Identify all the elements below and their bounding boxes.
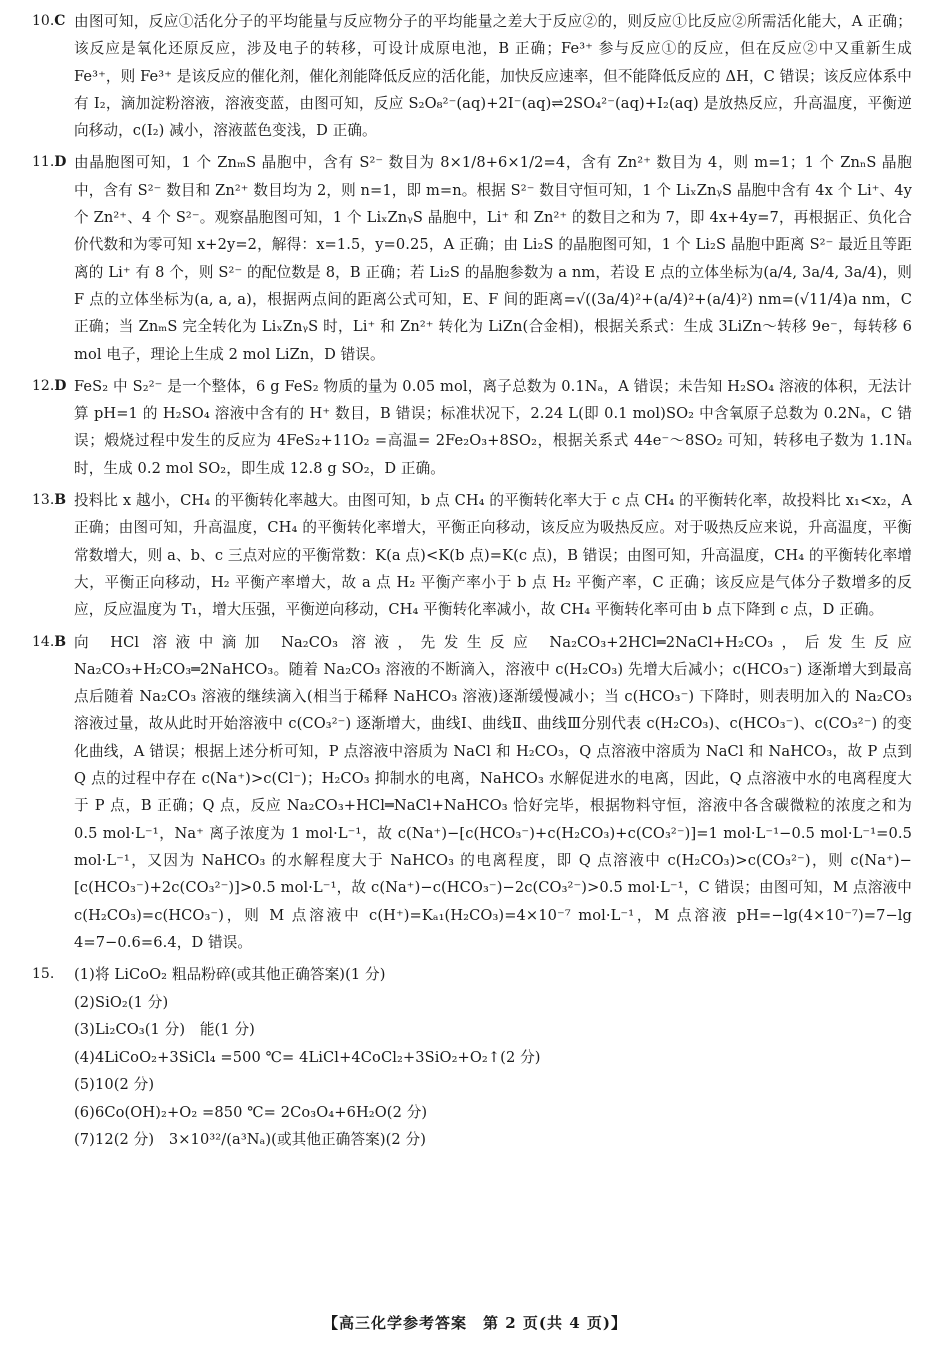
sub-answer-1: (1)将 LiCoO₂ 粗品粉碎(或其他正确答案)(1 分) — [74, 966, 386, 984]
question-15 — [32, 961, 912, 1154]
answer-letter: D — [54, 154, 67, 171]
answer-letter: B — [54, 633, 67, 650]
answer-letter: D — [54, 377, 67, 394]
question-12 — [32, 373, 912, 482]
explanation-text: FeS₂ 中 S₂²⁻ 是一个整体，6 g FeS₂ 物质的量为 0.05 mol，离子总数为 0.1Nₐ，A 错误；未告知 H₂SO₄ 溶液的体积，无法计算 pH=1 的 H₂SO₄ 溶液中含有的 H⁺ 数目，B 错误；标准状况下，2.24 L(即 0.1 mol)SO₂ 中含氧原子总数为 0.2Nₐ，C 错误；煅烧过程中发生的反应为 4FeS₂+11O₂ =高温= 2Fe₂O₃+8SO₂，根据关系式 44e⁻～8SO₂ 可知，转移电子数为 1.1Nₐ 时，生成 0.2 mol SO₂，即生成 12.8 g SO₂，D 正确。 — [74, 377, 912, 477]
explanation-text: 由晶胞图可知，1 个 ZnₘS 晶胞中，含有 S²⁻ 数目为 8×1/8+6×1/2=4，含有 Zn²⁺ 数目为 4，则 m=1；1 个 ZnₙS 晶胞中，含有 S²⁻ 数目和 Zn²⁺ 数目均为 2，则 n=1，即 m=n。根据 S²⁻ 数目守恒可知，1 个 LiₓZnᵧS 晶胞中含有 4x 个 Li⁺、4y 个 Zn²⁺、4 个 S²⁻。观察晶胞图可知，1 个 LiₓZnᵧS 晶胞中，Li⁺ 和 Zn²⁺ 的数目之和为 7，即 4x+4y=7，再根据正、负化合价代数和为零可知 x+2y=2，解得：x=1.5，y=0.25，A 正确；由 Li₂S 的晶胞图可知，1 个 Li₂S 晶胞中距离 S²⁻ 最近且等距离的 Li⁺ 有 8 个，则 S²⁻ 的配位数是 8，B 正确；若 Li₂S 的晶胞参数为 a nm，若设 E 点的立体坐标为(a/4, 3a/4, 3a/4)，则 F 点的立体坐标为(a, a, a)，根据两点间的距离公式可知，E、F 间的距离=√((3a/4)²+(a/4)²+(a/4)²) nm=(√11/4)a nm，C 正确；当 ZnₘS 完全转化为 LiₓZnᵧS 时，Li⁺ 和 Zn²⁺ 转化为 LiZn(合金相)，根据关系式：生成 3LiZn～转移 9e⁻，每转移 6 mol 电子，理论上生成 2 mol LiZn，D 错误。 — [74, 154, 912, 363]
question-number: 10.C — [32, 13, 66, 29]
explanation-text: 由图可知，反应①活化分子的平均能量与反应物分子的平均能量之差大于反应②的，则反应①比反应②所需活化能大，A 正确；该反应是氧化还原反应，涉及电子的转移，可设计成原电池，B 正确；Fe³⁺ 参与反应①的反应，但在反应②中又重新生成 Fe³⁺，则 Fe³⁺ 是该反应的催化剂，催化剂能降低反应的活化能，加快反应速率，但不能降低反应的 ΔH，C 错误；该反应体系中有 I₂，滴加淀粉溶液，溶液变蓝，由图可知，反应 S₂O₈²⁻(aq)+2I⁻(aq)⇌2SO₄²⁻(aq)+I₂(aq) 是放热反应，升高温度，平衡逆向移动，c(I₂) 减小，溶液蓝色变浅，D 正确。 — [74, 13, 912, 140]
question-number: 11.D — [32, 154, 67, 171]
page-footer: 【高三化学参考答案 第 2 页(共 4 页)】 — [323, 1314, 627, 1332]
question-number: 15. — [32, 966, 55, 983]
question-10 — [32, 8, 912, 144]
sub-answer-5: (5)10(2 分) — [74, 1076, 155, 1094]
sub-answers — [74, 961, 912, 1154]
answer-letter: B — [54, 492, 67, 509]
sub-answer-4: (4)4LiCoO₂+3SiCl₄ =500 ℃= 4LiCl+4CoCl₂+3SiO₂+O₂↑(2 分) — [74, 1048, 541, 1066]
question-14 — [32, 629, 912, 957]
answer-page — [32, 8, 912, 1159]
sub-answer-7: (7)12(2 分) 3×10³²/(a³Nₐ)(或其他正确答案)(2 分) — [74, 1131, 427, 1149]
sub-answer-6: (6)6Co(OH)₂+O₂ =850 ℃= 2Co₃O₄+6H₂O(2 分) — [74, 1103, 428, 1121]
question-number: 12.D — [32, 377, 67, 394]
explanation-text: 向 HCl 溶液中滴加 Na₂CO₃ 溶液，先发生反应 Na₂CO₃+2HCl═2NaCl+H₂CO₃，后发生反应 Na₂CO₃+H₂CO₃═2NaHCO₃。随着 Na₂CO₃ 溶液的不断滴入，溶液中 c(H₂CO₃) 先增大后减小；c(HCO₃⁻) 逐渐增大到最高点后随着 Na₂CO₃ 溶液的继续滴入(相当于稀释 NaHCO₃ 溶液)逐渐缓慢减小；当 c(HCO₃⁻) 下降时，则表明加入的 Na₂CO₃ 溶液过量，故从此时开始溶液中 c(CO₃²⁻) 逐渐增大，曲线Ⅰ、曲线Ⅱ、曲线Ⅲ分别代表 c(H₂CO₃)、c(HCO₃⁻)、c(CO₃²⁻) 的变化曲线，A 错误；根据上述分析可知，P 点溶液中溶质为 NaCl 和 H₂CO₃，Q 点溶液中溶质为 NaCl 和 NaHCO₃，故 P 点到 Q 点的过程中存在 c(Na⁺)>c(Cl⁻)；H₂CO₃ 抑制水的电离，NaHCO₃ 水解促进水的电离，因此，Q 点溶液中水的电离程度大于 P 点，B 正确；Q 点，反应 Na₂CO₃+HCl═NaCl+NaHCO₃ 恰好完毕，根据物料守恒，溶液中各含碳微粒的浓度之和为 0.5 mol·L⁻¹，Na⁺ 离子浓度为 1 mol·L⁻¹，故 c(Na⁺)−[c(HCO₃⁻)+c(H₂CO₃)+c(CO₃²⁻)]=1 mol·L⁻¹−0.5 mol·L⁻¹=0.5 mol·L⁻¹，又因为 NaHCO₃ 的水解程度大于 NaHCO₃ 的电离程度，即 Q 点溶液中 c(H₂CO₃)>c(CO₃²⁻)，则 c(Na⁺)−[c(HCO₃⁻)+2c(CO₃²⁻)]>0.5 mol·L⁻¹，故 c(Na⁺)−c(HCO₃⁻)−2c(CO₃²⁻)>0.5 mol·L⁻¹，C 错误；由图可知，M 点溶液中 c(H₂CO₃)=c(HCO₃⁻)，则 M 点溶液中 c(H⁺)=Kₐ₁(H₂CO₃)=4×10⁻⁷ mol·L⁻¹，M 点溶液 pH=−lg(4×10⁻⁷)=7−lg 4=7−0.6=6.4，D 错误。 — [74, 633, 912, 951]
question-13 — [32, 487, 912, 623]
question-number: 13.B — [32, 492, 67, 509]
answer-letter: C — [54, 13, 66, 29]
sub-answer-3: (3)Li₂CO₃(1 分) 能(1 分) — [74, 1021, 255, 1039]
explanation-text: 投料比 x 越小，CH₄ 的平衡转化率越大。由图可知，b 点 CH₄ 的平衡转化率大于 c 点 CH₄ 的平衡转化率，故投料比 x₁<x₂，A 正确；由图可知，升高温度，CH₄ 的平衡转化率增大，平衡正向移动，该反应为吸热反应。对于吸热反应来说，升高温度，平衡常数增大，则 a、b、c 三点对应的平衡常数：K(a 点)<K(b 点)=K(c 点)，B 错误；由图可知，升高温度，CH₄ 的平衡转化率增大，平衡正向移动，H₂ 平衡产率增大，故 a 点 H₂ 平衡产率小于 b 点 H₂ 平衡产率，C 正确；该反应是气体分子数增多的反应，反应温度为 T₁，增大压强，平衡逆向移动，CH₄ 平衡转化率减小，故 CH₄ 平衡转化率可由 b 点下降到 c 点，D 正确。 — [74, 492, 912, 619]
question-11 — [32, 149, 912, 367]
sub-answer-2: (2)SiO₂(1 分) — [74, 993, 169, 1011]
question-number: 14.B — [32, 633, 67, 650]
